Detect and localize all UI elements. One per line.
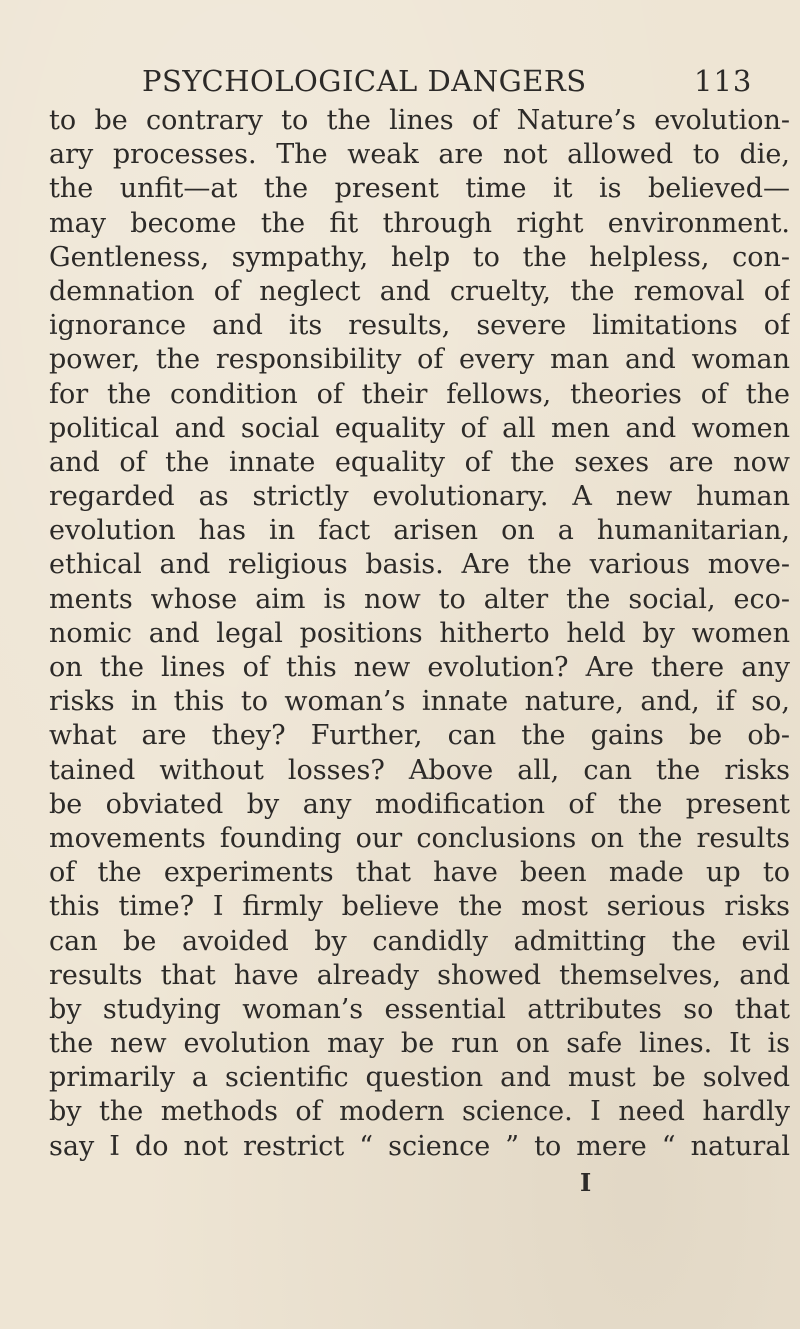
text-line: what are they? Further, can the gains be ob- [49,720,790,752]
text-line: and of the innate equality of the sexes are now [49,446,790,478]
text-line: Gentleness, sympathy, help to the helpless, con- [49,241,790,273]
text-line: results that have already showed themselves, and [49,959,790,991]
text-line: risks in this to woman’s innate nature, and, if so, [49,686,790,718]
text-line: on the lines of this new evolution? Are there any [49,652,790,683]
text-line: can be avoided by candidly admitting the evil [49,925,790,957]
text-line: by studying woman’s essential attributes so that [49,993,790,1025]
text-line: of the experiments that have been made up to [49,857,790,889]
text-line: tained without losses? Above all, can the risks [49,754,790,786]
text-line: the new evolution may be run on safe lines. It is [49,1028,790,1060]
running-title: PSYCHOLOGICAL DANGERS [142,64,587,98]
text-line: demnation of neglect and cruelty, the removal of [49,275,790,307]
text-line: by the methods of modern science. I need hardly [49,1096,790,1128]
text-line: primarily a scientific question and must be solved [49,1062,790,1094]
text-line: nomic and legal positions hitherto held by women [49,617,790,649]
running-head [142,64,792,104]
signature-mark: I [580,1168,592,1197]
text-line: may become the fit through right environment. [49,207,790,239]
text-line: regarded as strictly evolutionary. A new human [49,481,790,513]
text-line: evolution has in fact arisen on a humanitarian, [49,515,790,547]
page-number: 113 [694,64,753,98]
text-line: ignorance and its results, severe limitations of [49,310,790,342]
text-line: this time? I firmly believe the most serious risks [49,891,790,923]
text-line: ments whose aim is now to alter the social, eco- [49,583,790,615]
text-line: say I do not restrict “ science ” to mere “ natural [49,1130,790,1162]
text-line: ethical and religious basis. Are the various move- [49,549,790,581]
text-line: movements founding our conclusions on the results [49,822,790,854]
text-line: for the condition of their fellows, theories of the [49,378,790,410]
text-line: the unfit—at the present time it is believed— [49,173,790,205]
text-line: be obviated by any modification of the present [49,788,790,820]
text-line: to be contrary to the lines of Nature’s evolution- [49,105,790,136]
text-line: power, the responsibility of every man and woman [49,344,790,376]
text-line: political and social equality of all men and women [49,412,790,444]
body-text [49,104,790,1164]
text-line: ary processes. The weak are not allowed to die, [49,139,790,171]
